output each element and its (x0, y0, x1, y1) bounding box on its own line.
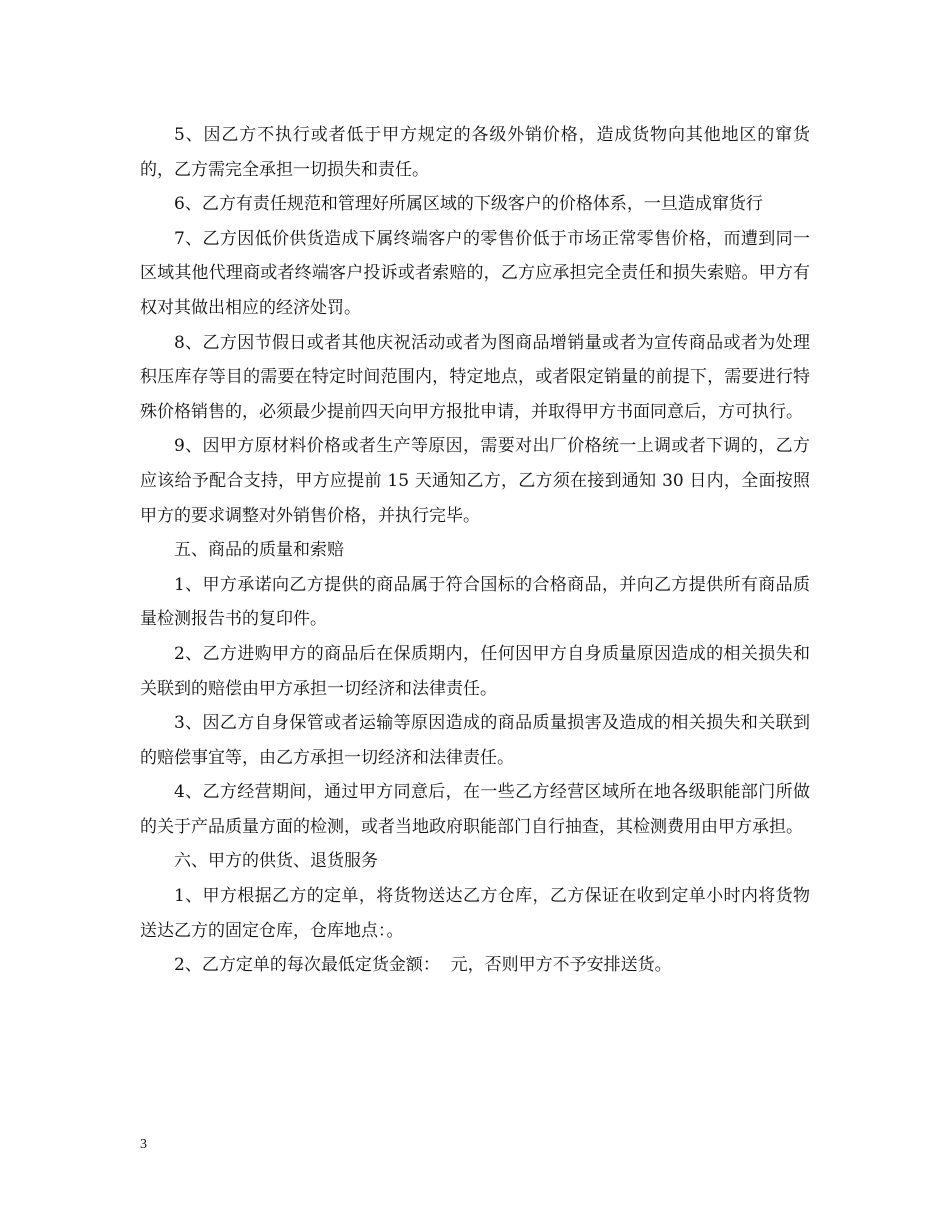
paragraph-quality-4: 4、乙方经营期间，通过甲方同意后，在一些乙方经营区域所在地各级职能部门所做的关于产品质量方面的检测，或者当地政府职能部门自行抽查，其检测费用由甲方承担。 (140, 782, 810, 837)
paragraph-clause-9: 9、因甲方原材料价格或者生产等原因，需要对出厂价格统一上调或者下调的，乙方应该给予配合支持，甲方应提前 15 天通知乙方，乙方须在接到通知 30 日内，全面按照甲方的要求调整对外销售价格，并执行完毕。 (140, 436, 810, 526)
paragraph-clause-7: 7、乙方因低价供货造成下属终端客户的零售价低于市场正常零售价格，而遭到同一区域其他代理商或者终端客户投诉或者索赔的，乙方应承担完全责任和损失索赔。甲方有权对其做出相应的经济处罚。 (140, 228, 810, 318)
paragraph-clause-5: 5、因乙方不执行或者低于甲方规定的各级外销价格，造成货物向其他地区的窜货的，乙方需完全承担一切损失和责任。 (140, 125, 810, 180)
paragraph-quality-1: 1、甲方承诺向乙方提供的商品属于符合国标的合格商品，并向乙方提供所有商品质量检测报告书的复印件。 (140, 574, 810, 630)
paragraph-quality-3: 3、因乙方自身保管或者运输等原因造成的商品质量损害及造成的相关损失和关联到的赔偿事宜等，由乙方承担一切经济和法律责任。 (140, 713, 810, 768)
paragraph-supply-2: 2、乙方定单的每次最低定货金额： 元，否则甲方不予安排送货。 (174, 955, 672, 976)
section-heading-quality: 五、商品的质量和索赔 (174, 540, 344, 561)
paragraph-supply-1: 1、甲方根据乙方的定单，将货物送达乙方仓库，乙方保证在收到定单小时内将货物送达乙方的固定仓库，仓库地点：。 (140, 886, 810, 941)
document-body (140, 118, 810, 983)
paragraph-clause-8: 8、乙方因节假日或者其他庆祝活动或者为图商品增销量或者为宣传商品或者为处理积压库存等目的需要在特定时间范围内，特定地点，或者限定销量的前提下，需要进行特殊价格销售的，必须最少提前四天向甲方报批申请，并取得甲方书面同意后，方可执行。 (140, 332, 810, 422)
section-heading-supply: 六、甲方的供货、退货服务 (174, 851, 378, 872)
page-number: 3 (140, 1137, 147, 1152)
paragraph-quality-2: 2、乙方进购甲方的商品后在保质期内，任何因甲方自身质量原因造成的相关损失和关联到的赔偿由甲方承担一切经济和法律责任。 (140, 643, 810, 699)
paragraph-clause-6: 6、乙方有责任规范和管理好所属区域的下级客户的价格体系，一旦造成窜货行 (174, 194, 763, 215)
